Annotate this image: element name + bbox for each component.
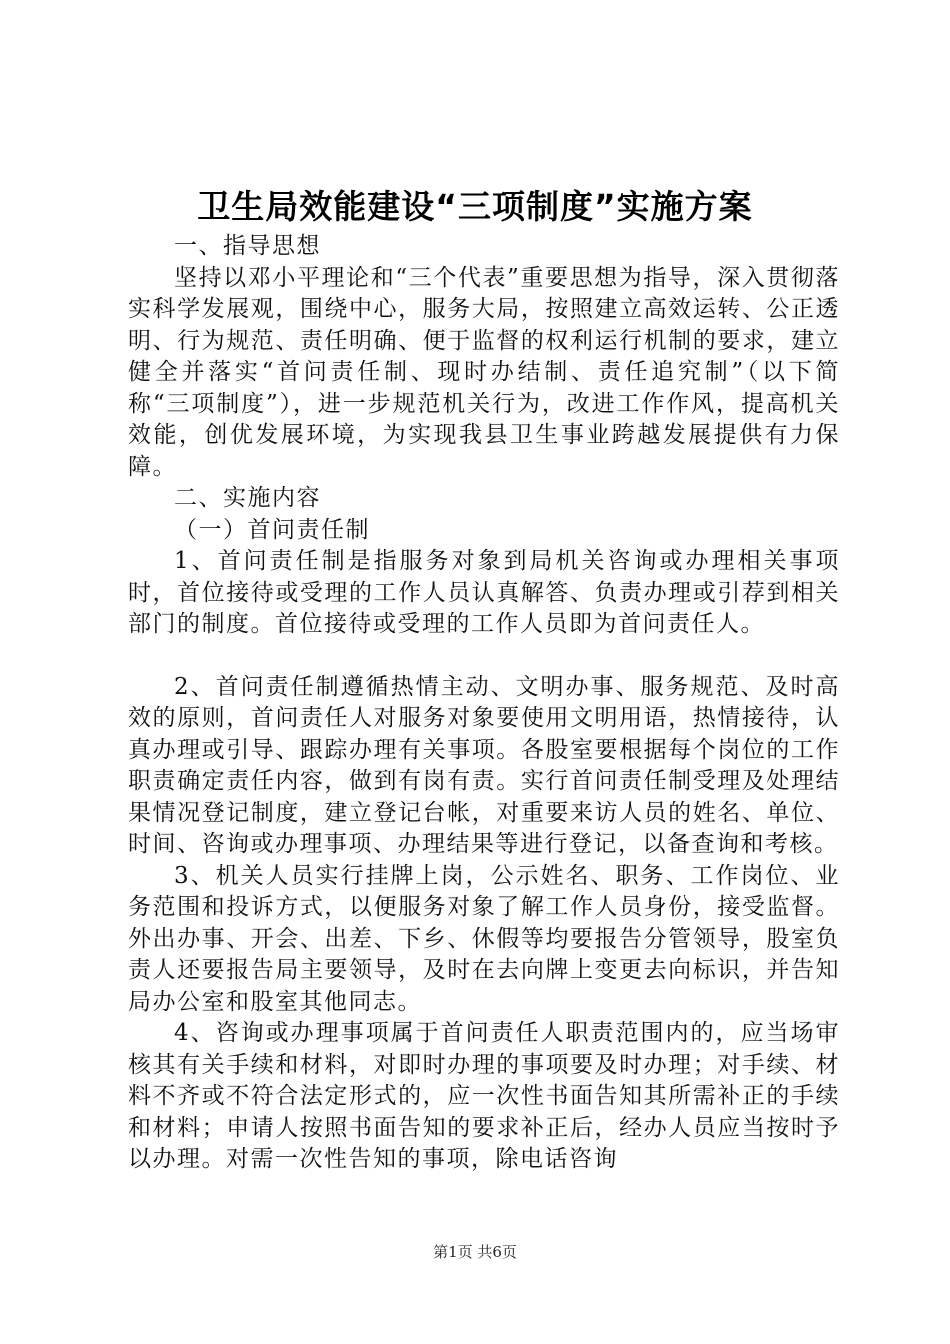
paragraph-item-1: 1、首问责任制是指服务对象到局机关咨询或办理相关事项时，首位接待或受理的工作人员认真解答、负责办理或引荐到相关部门的制度。首位接待或受理的工作人员即为首问责任人。	[128, 548, 840, 637]
document-title: 卫生局效能建设“三项制度”实施方案	[197, 187, 753, 226]
paragraph-item-3: 3、机关人员实行挂牌上岗，公示姓名、职务、工作岗位、业务范围和投诉方式，以便服务对象了解工作人员身份，接受监督。外出办事、开会、出差、下乡、休假等均要报告分管领导，股室负责人还要报告局主要领导，及时在去向牌上变更去向标识，并告知局办公室和股室其他同志。	[128, 862, 840, 1015]
section-heading-implementation: 二、实施内容	[174, 485, 321, 511]
paragraph-guiding-ideology: 坚持以邓小平理论和“三个代表”重要思想为指导，深入贯彻落实科学发展观，围绕中心，服务大局，按照建立高效运转、公正透明、行为规范、责任明确、便于监督的权利运行机制的要求，建立健全并落实“首问责任制、现时办结制、责任追究制”（以下简称“三项制度”），进一步规范机关行为，改进工作作风，提高机关效能，创优发展环境，为实现我县卫生事业跨越发展提供有力保障。	[128, 264, 840, 480]
subsection-heading-first-inquiry: （一）首问责任制	[174, 516, 370, 543]
section-heading-guiding-ideology: 一、指导思想	[174, 233, 321, 259]
document-body	[128, 231, 840, 1176]
paragraph-item-2: 2、首问责任制遵循热情主动、文明办事、服务规范、及时高效的原则，首问责任人对服务对象要使用文明用语，热情接待，认真办理或引导、跟踪办理有关事项。各股室要根据每个岗位的工作职责确定责任内容，做到有岗有责。实行首问责任制受理及处理结果情况登记制度，建立登记台帐，对重要来访人员的姓名、单位、时间、咨询或办理事项、办理结果等进行登记，以备查询和考核。	[128, 673, 840, 857]
page-number-footer: 第1页 共6页	[433, 1243, 517, 1261]
paragraph-item-4: 4、咨询或办理事项属于首问责任人职责范围内的，应当场审核其有关手续和材料，对即时办理的事项要及时办理；对手续、材料不齐或不符合法定形式的，应一次性书面告知其所需补正的手续和材料；申请人按照书面告知的要求补正后，经办人员应当按时予以办理。对需一次性告知的事项，除电话咨询	[128, 1020, 840, 1172]
